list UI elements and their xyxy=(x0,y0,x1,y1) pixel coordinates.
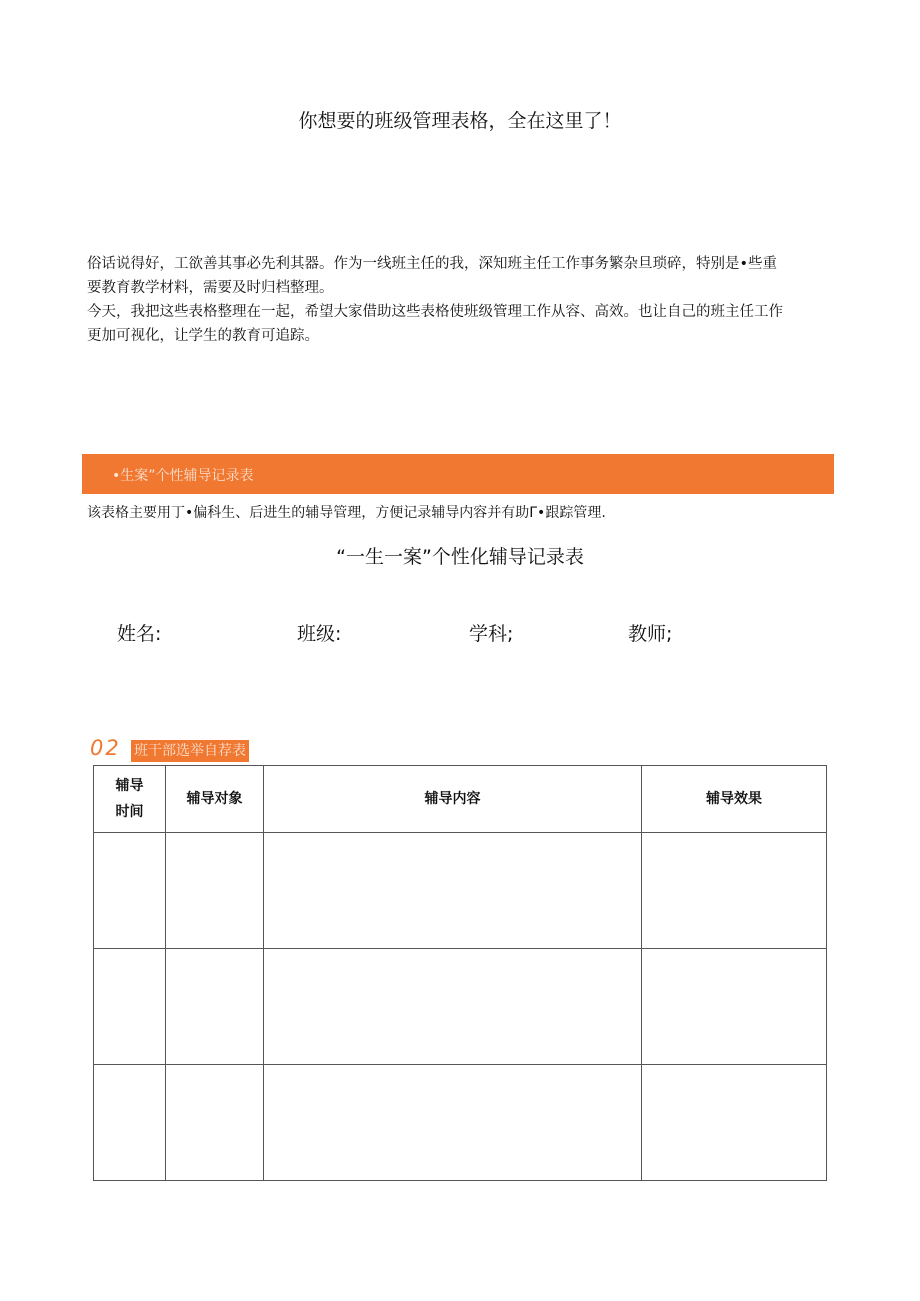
page-title: 你想要的班级管理表格，全在这里了！ xyxy=(298,110,622,132)
table-row xyxy=(94,949,827,1065)
teacher-field-label: 教师; xyxy=(628,623,673,645)
header-time: 辅导时间 xyxy=(94,766,166,833)
cell-time[interactable] xyxy=(94,949,166,1065)
section-description: 该表格主要用丁•偏科生、后进生的辅导管理，方便记录辅导内容并有助Γ•跟踪管理. xyxy=(87,505,606,521)
subject-field-label: 学科; xyxy=(469,623,514,645)
records-table xyxy=(93,765,827,1181)
class-field-label: 班级: xyxy=(297,623,342,645)
header-effect: 辅导效果 xyxy=(642,766,827,833)
table-row xyxy=(94,833,827,949)
header-content: 辅导内容 xyxy=(264,766,642,833)
cell-effect[interactable] xyxy=(642,833,827,949)
cell-target[interactable] xyxy=(166,949,264,1065)
intro-line-4: 更加可视化，让学生的教育可追踪。 xyxy=(87,328,319,344)
section-label: 班干部选举自荐表 xyxy=(131,740,249,762)
intro-line-1: 俗话说得好，工欲善其事必先利其器。作为一线班主任的我，深知班主任工作事务繁杂旦琐碎，特别是•些重 xyxy=(87,256,778,272)
cell-content[interactable] xyxy=(264,949,642,1065)
form-title: “一生一案”个性化辅导记录表 xyxy=(336,546,584,568)
cell-content[interactable] xyxy=(264,833,642,949)
cell-time[interactable] xyxy=(94,1065,166,1181)
cell-effect[interactable] xyxy=(642,1065,827,1181)
cell-content[interactable] xyxy=(264,1065,642,1181)
cell-target[interactable] xyxy=(166,833,264,949)
intro-line-3: 今天，我把这些表格整理在一起，希望大家借助这些表格使班级管理工作从容、高效。也让自己的班主任工作 xyxy=(87,304,783,320)
cell-target[interactable] xyxy=(166,1065,264,1181)
section-banner-title: •生案”个性辅导记录表 xyxy=(112,468,254,484)
intro-line-2: 要教育教学材料，需要及时归档整理。 xyxy=(87,280,334,296)
name-field-label: 姓名: xyxy=(117,623,162,645)
cell-effect[interactable] xyxy=(642,949,827,1065)
cell-time[interactable] xyxy=(94,833,166,949)
section-banner xyxy=(82,454,834,494)
table-row xyxy=(94,1065,827,1181)
header-target: 辅导对象 xyxy=(166,766,264,833)
table-header-row xyxy=(94,766,827,833)
section-number: 02 xyxy=(90,736,121,760)
